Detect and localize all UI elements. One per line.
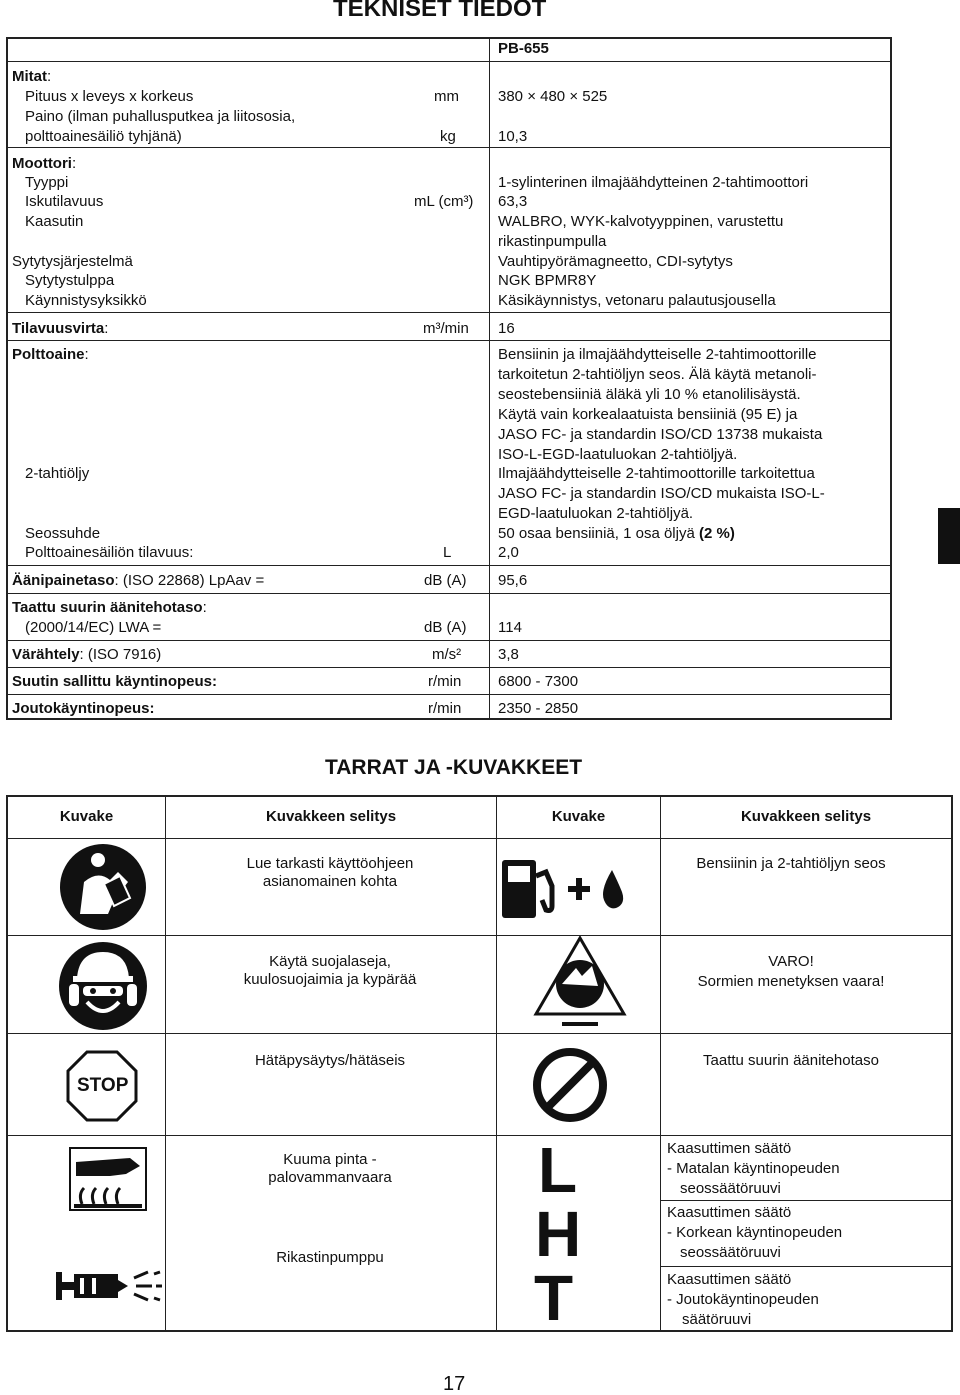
row-line [6, 694, 892, 695]
polttoaine-text-1: Bensiinin ja ilmajäähdytteiselle 2-tahtimoottorille [498, 346, 817, 363]
primer-pump-text: Rikastinpumppu [276, 1249, 384, 1266]
prohibition-icon [531, 1046, 609, 1124]
varahtely-value: 3,8 [498, 646, 519, 663]
moottori-kaasutin-value-1: WALBRO, WYK-kalvotyyppinen, varustettu [498, 213, 784, 230]
row-line [6, 312, 892, 313]
row-line [6, 640, 892, 641]
stop-sign-text: STOP [77, 1075, 129, 1096]
spec-table-divider [489, 37, 490, 720]
moottori-unit: mL (cm³) [414, 193, 474, 210]
moottori-sytytys-value: Vauhtipyörämagneetto, CDI-sytytys [498, 253, 733, 270]
mitat-unit-mm: mm [434, 88, 459, 105]
varo-title: VARO! [768, 953, 814, 970]
oljy-label: 2-tahtiöljy [25, 465, 90, 482]
emergency-stop-text: Hätäpysäytys/hätäseis [254, 1052, 406, 1069]
sound-power-text: Taattu suurin äänitehotaso [703, 1052, 879, 1069]
header-selitys-1: Kuvakkeen selitys [265, 808, 397, 825]
teho-sub: (2000/14/EC) LWA = [25, 619, 162, 636]
page-title: TEKNISET TIEDOT [333, 0, 547, 22]
moottori-sytytys: Sytytysjärjestelmä [12, 253, 133, 270]
jouto-value: 2350 - 2850 [498, 700, 579, 717]
polttoaine-text-4: Käytä vain korkealaatuista bensiiniä (95 E) ja [498, 406, 798, 423]
labels-table-top [6, 795, 953, 797]
moottori-label: Moottori: [12, 155, 77, 172]
moottori-tulppa: Sytytystulppa [25, 272, 115, 289]
row-line [6, 147, 892, 148]
tilavuus-value: 16 [498, 320, 515, 337]
ls2-line-b: seossäätöruuvi [680, 1244, 781, 1261]
mitat-unit-kg: kg [440, 128, 456, 145]
read-manual-text: Lue tarkasti käyttöohjeen asianomainen kohta [246, 855, 414, 890]
teho-value: 114 [498, 619, 522, 636]
moottori-tyyppi-value: 1-sylinterinen ilmajäähdytteinen 2-tahtimoottori [498, 174, 809, 191]
mitat-dims-value: 380 × 480 × 525 [498, 88, 608, 105]
row-line [6, 565, 892, 566]
polttoaine-text-3: seostebensiiniä äläkä yli 10 % etanolilisäystä. [498, 386, 801, 403]
ls3-line-a: - Joutokäyntinopeuden [667, 1291, 819, 1308]
ls2-line-a: - Korkean käyntinopeuden [667, 1224, 843, 1241]
oljy-text-3: EGD-laatuluokan 2-tahtiöljyä. [498, 505, 694, 522]
suutin-value: 6800 - 7300 [498, 673, 579, 690]
mitat-weight-2: polttoainesäiliö tyhjänä) [25, 128, 182, 145]
moottori-kaasutin-value-2: rikastinpumpulla [498, 233, 607, 250]
mitat-weight-value: 10,3 [498, 128, 528, 145]
mitat-label: Mitat: [12, 68, 52, 85]
finger-cut-icon [532, 936, 628, 1032]
tilavuus-unit: m³/min [423, 320, 469, 337]
moottori-isku-value: 63,3 [498, 193, 528, 210]
labels-row-line [6, 1033, 953, 1034]
moottori-kaasutin: Kaasutin [25, 213, 84, 230]
labels-col-line [165, 795, 166, 1332]
spec-table-left [6, 37, 8, 720]
header-kuvake-1: Kuvake [59, 808, 114, 825]
ls3-title: Kaasuttimen säätö [667, 1271, 792, 1288]
varahtely-label: Värähtely: (ISO 7916) [12, 646, 162, 663]
labels-row-line [660, 1266, 953, 1267]
suutin-label: Suutin sallittu käyntinopeus: [12, 673, 218, 690]
l-screw-icon: L [538, 1134, 578, 1206]
header-kuvake-2: Kuvake [551, 808, 606, 825]
moottori-tulppa-value: NGK BPMR8Y [498, 272, 597, 289]
ls2-title: Kaasuttimen säätö [667, 1204, 792, 1221]
mitat-dims: Pituus x leveys x korkeus [25, 88, 194, 105]
labels-row-line [660, 1200, 953, 1201]
aani-value: 95,6 [498, 572, 528, 589]
ls1-line-b: seossäätöruuvi [680, 1180, 781, 1197]
polttoaine-text-6: ISO-L-EGD-laatuluokan 2-tahtiöljyä. [498, 446, 738, 463]
hot-surface-text: Kuuma pinta - palovammanvaara [268, 1151, 392, 1186]
spec-table-right [890, 37, 892, 720]
ls1-line-a: - Matalan käyntinopeuden [667, 1160, 840, 1177]
polttoaine-text-5: JASO FC- ja standardin ISO/CD 13738 mukaista [498, 426, 823, 443]
aani-label: Äänipainetaso: (ISO 22868) LpAav = [12, 572, 265, 589]
sailio-label: Polttoainesäiliön tilavuus: [25, 544, 194, 561]
suutin-unit: r/min [428, 673, 462, 690]
header-selitys-2: Kuvakkeen selitys [740, 808, 872, 825]
spec-table-header-line [6, 61, 892, 62]
moottori-kaynnistys-value: Käsikäynnistys, vetonaru palautusjousella [498, 292, 776, 309]
varahtely-unit: m/s² [432, 646, 462, 663]
model-name: PB-655 [498, 40, 549, 57]
page-number: 17 [443, 1373, 466, 1395]
protective-gear-text: Käytä suojalaseja, kuulosuojaimia ja kypärää [243, 953, 417, 988]
tilavuus-label: Tilavuusvirta: [12, 320, 109, 337]
labels-table-right [951, 795, 953, 1332]
sailio-unit: L [443, 544, 452, 561]
teho-unit: dB (A) [424, 619, 467, 636]
varo-text: Sormien menetyksen vaara! [697, 973, 885, 990]
h-screw-icon: H [535, 1198, 582, 1270]
moottori-tyyppi: Tyyppi [25, 174, 69, 191]
polttoaine-text-2: tarkoitetun 2-tahtiöljyn seos. Älä käytä metanoli- [498, 366, 817, 383]
mitat-weight-1: Paino (ilman puhallusputkea ja liitososia, [25, 108, 296, 125]
labels-row-line [6, 935, 953, 936]
seossuhde-value: 50 osaa bensiiniä, 1 osa öljyä (2 %) [498, 525, 735, 542]
spec-table-bottom [6, 718, 892, 720]
oljy-text-1: Ilmajäähdytteiselle 2-tahtimoottorille tarkoitettua [498, 465, 815, 482]
section-tab-marker [938, 508, 960, 564]
moottori-iskutilavuus: Iskutilavuus [25, 193, 104, 210]
aani-unit: dB (A) [424, 572, 467, 589]
teho-label: Taattu suurin äänitehotaso: [12, 599, 207, 616]
labels-title: TARRAT JA -KUVAKKEET [325, 756, 583, 779]
sailio-value: 2,0 [498, 544, 519, 561]
t-screw-icon: T [534, 1262, 574, 1334]
row-line [6, 593, 892, 594]
jouto-label: Joutokäyntinopeus: [12, 700, 155, 717]
spec-table-top [6, 37, 892, 39]
seossuhde-label: Seossuhde [25, 525, 101, 542]
labels-table-left [6, 795, 8, 1332]
moottori-kaynnistys: Käynnistysyksikkö [25, 292, 147, 309]
labels-row-line [6, 1135, 953, 1136]
fuel-oil-mix-text: Bensiinin ja 2-tahtiöljyn seos [696, 855, 886, 872]
row-line [6, 667, 892, 668]
protective-gear-icon [57, 940, 149, 1032]
row-line [6, 340, 892, 341]
hot-surface-icon [66, 1144, 150, 1214]
labels-table-bottom [6, 1330, 953, 1332]
read-manual-icon [58, 842, 148, 932]
oljy-text-2: JASO FC- ja standardin ISO/CD mukaista ISO-L- [498, 485, 825, 502]
labels-row-line [6, 838, 953, 839]
ls1-title: Kaasuttimen säätö [667, 1140, 792, 1157]
primer-pump-icon [48, 1266, 166, 1306]
fuel-oil-mix-icon [496, 852, 636, 922]
polttoaine-label: Polttoaine: [12, 346, 89, 363]
jouto-unit: r/min [428, 700, 462, 717]
ls3-line-b: säätöruuvi [682, 1311, 752, 1328]
